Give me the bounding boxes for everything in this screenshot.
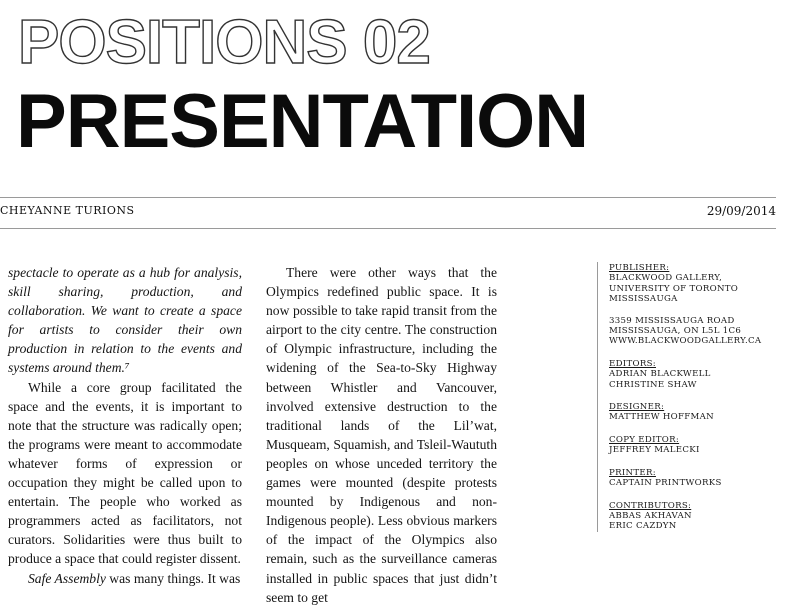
contributors-section (609, 501, 794, 532)
section-label: DESIGNER: (609, 402, 665, 413)
colophon-sidebar (609, 263, 794, 544)
section-label: PUBLISHER: (609, 263, 670, 273)
colophon-line: ADRIAN BLACKWELL (609, 369, 711, 380)
byline-top-rule (0, 197, 776, 198)
colophon-line: ABBAS AKHAVAN (609, 510, 692, 521)
main-title: PRESENTATION (16, 79, 589, 164)
designer-section (609, 402, 794, 423)
publication-date: 29/09/2014 (706, 204, 776, 218)
body-column-1 (8, 263, 242, 588)
printer-section (609, 468, 794, 489)
body-paragraph: There were other ways that the Olympics redefined public space. It is now possible to take rapid transit from the airport to the city centre. The construction of Olympic infrastructure, including the widening of the Sea-to-Sky Highway between Whistler and Vancouver, involved extensive destruction to the traditional lands of the Lil’wat, Musqueam, Squamish, and Tsleil-Waututh peoples on whose unceded territory the games were mounted (despite protests mounted by Indigenous and non-Indigenous people). Less obvious markers of the impact of the Olympics also remain, such as the surveillance cameras installed in public spaces that just didn’t seem to get (266, 265, 497, 605)
colophon-line: ERIC CAZDYN (609, 521, 677, 532)
colophon-line: BLACKWOOD GALLERY, (609, 273, 723, 284)
section-label: EDITORS: (609, 358, 656, 369)
section-label: CONTRIBUTORS: (609, 500, 692, 511)
body-text: was many things. It was (105, 570, 241, 586)
sidebar-divider (597, 262, 598, 532)
block-quote (8, 263, 242, 378)
block-quote-text: spectacle to operate as a hub for analysis, skill sharing, production, and collaboration. We want to create a space for artists to consider their own production in relation to the events and systems around them.⁷ (8, 265, 242, 376)
colophon-line: CAPTAIN PRINTWORKS (609, 478, 722, 489)
editors-section (609, 359, 794, 390)
copy-editor-section (609, 435, 794, 456)
artwork-title: Safe Assembly (28, 570, 106, 586)
website-link[interactable]: WWW.BLACKWOODGALLERY.CA (609, 336, 762, 347)
section-label: PRINTER: (609, 467, 656, 478)
body-column-2 (266, 263, 497, 607)
colophon-line: MISSISSAUGA (609, 294, 678, 305)
colophon-line: UNIVERSITY OF TORONTO (609, 283, 739, 294)
colophon-line: CHRISTINE SHAW (609, 379, 697, 390)
publisher-section (609, 263, 794, 347)
author-name: CHEYANNE TURIONS (0, 204, 135, 217)
series-title: POSITIONS 02 (18, 8, 430, 77)
byline-bottom-rule (0, 228, 776, 229)
byline (0, 202, 776, 220)
section-label: COPY EDITOR: (609, 434, 680, 445)
body-paragraph (8, 569, 242, 588)
colophon-line: MATTHEW HOFFMAN (609, 412, 714, 423)
address-line: 3359 MISSISSAUGA ROAD (609, 315, 735, 326)
body-paragraph: While a core group facilitated the space and the events, it is important to note that the structure was radically open; the programs were meant to accommodate whatever forms of expression or occupation they might be called upon to entertain. The people who worked as programmers acted as facilitators, not curators. Solidarities were thus built to produce a space that could register dissent. (8, 379, 242, 567)
address-line: MISSISSAUGA, ON L5L 1C6 (609, 326, 742, 337)
colophon-line: JEFFREY MALECKI (609, 445, 700, 456)
